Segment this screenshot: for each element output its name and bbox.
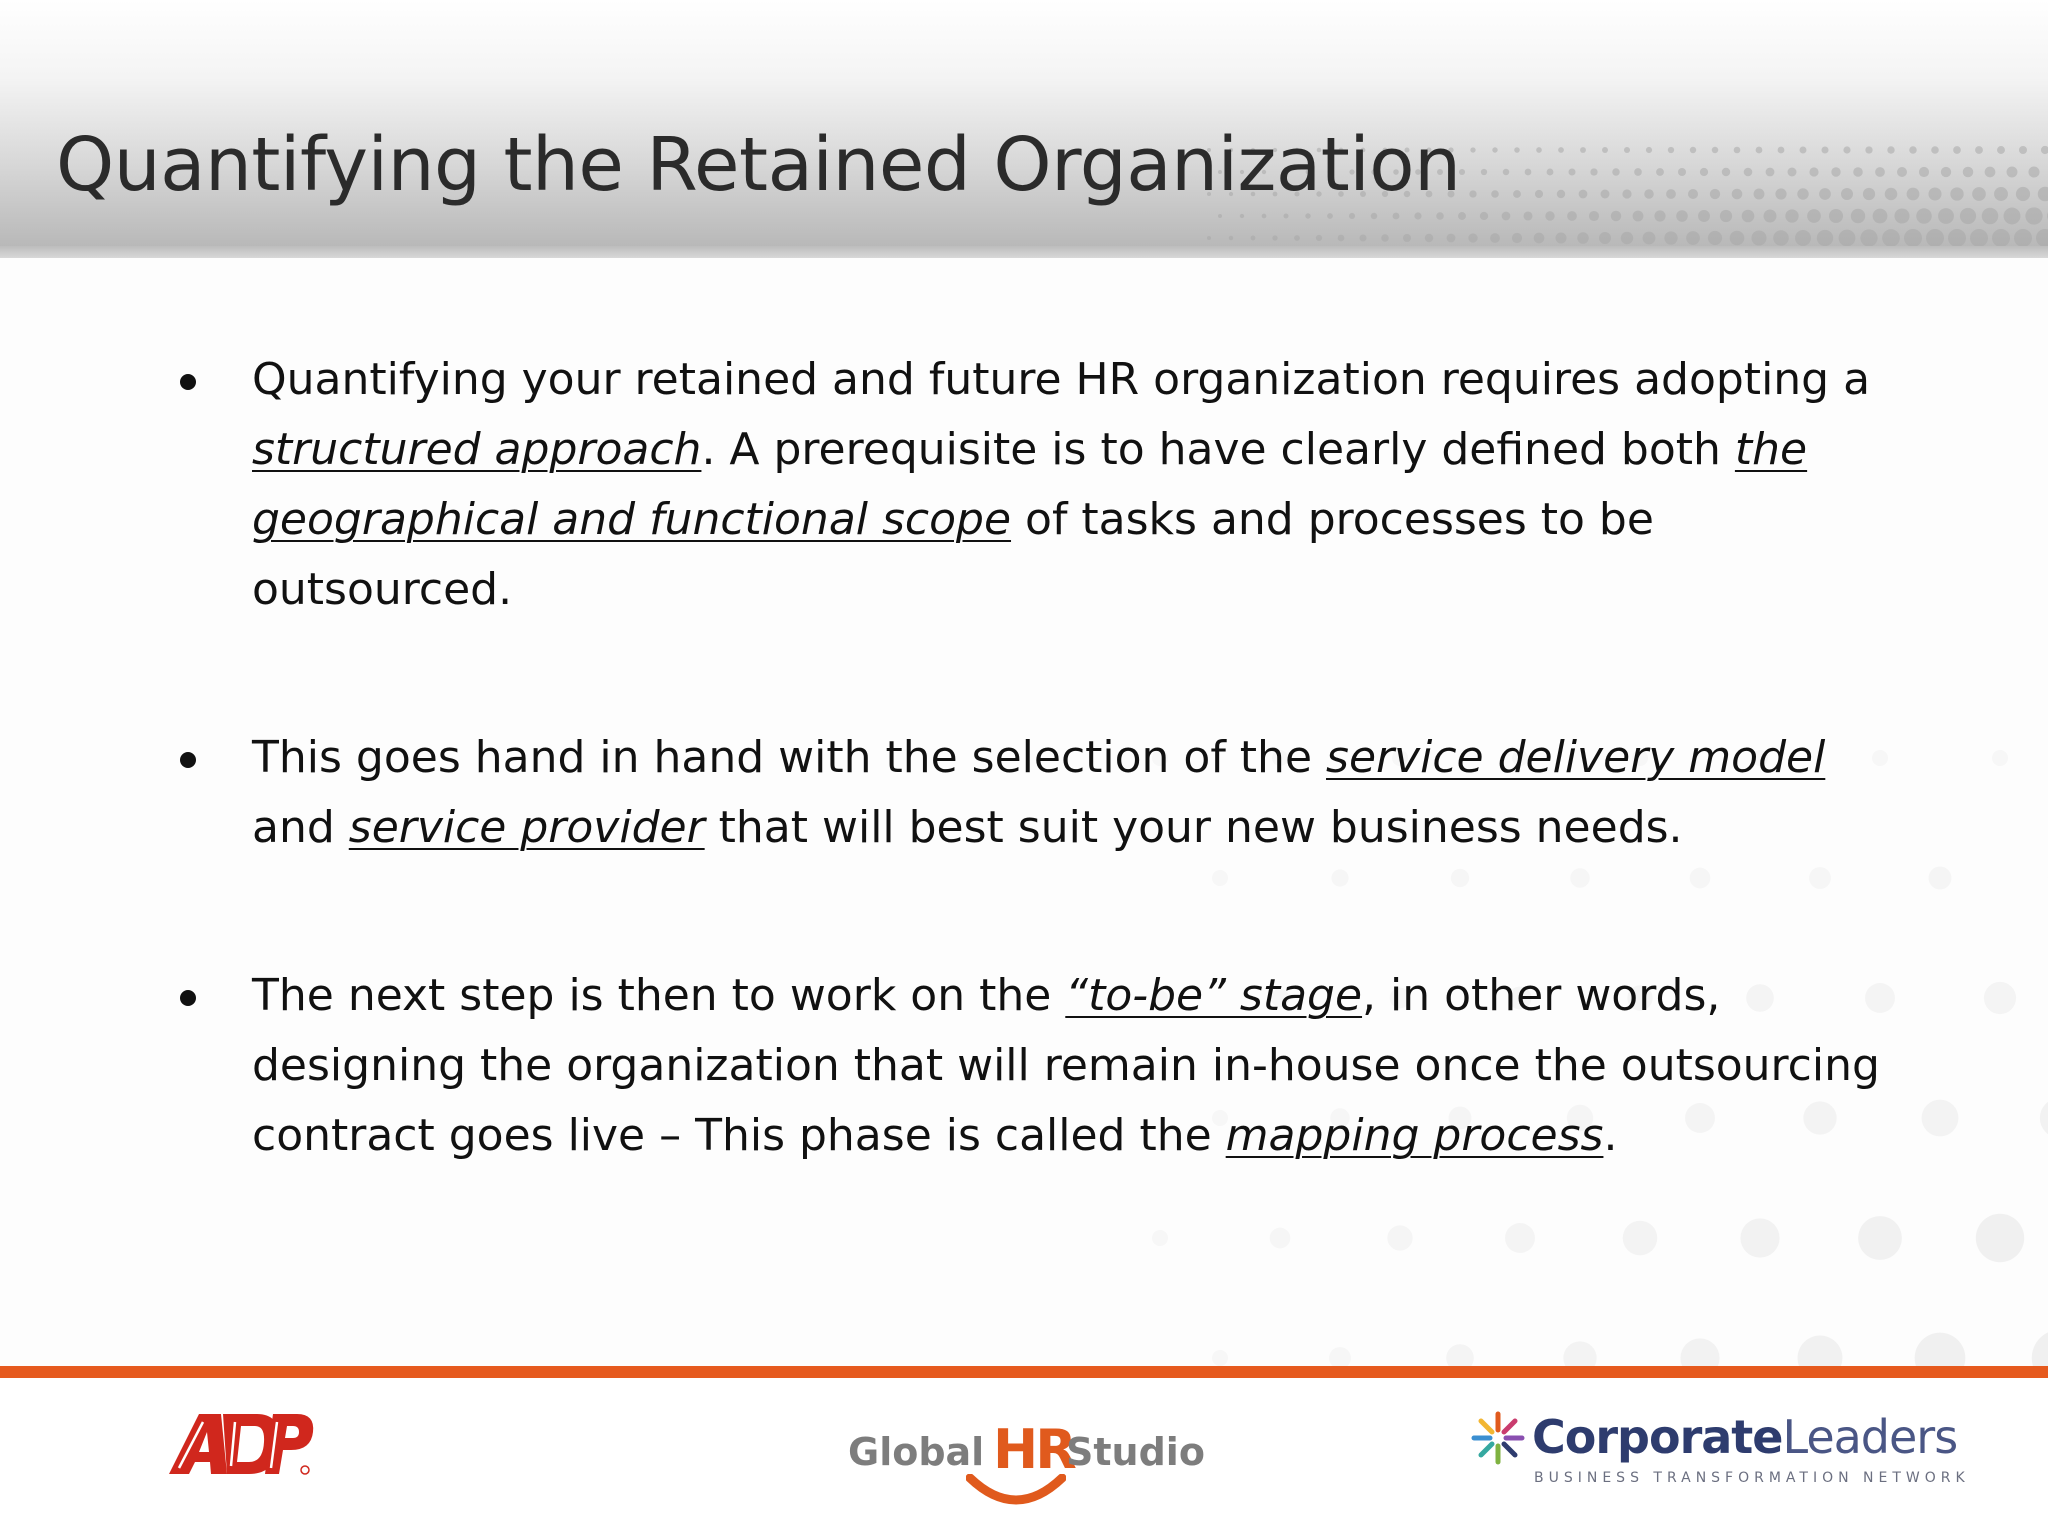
emphasized-term: service provider bbox=[348, 802, 705, 853]
bullet-marker bbox=[180, 752, 196, 768]
emphasized-term: service delivery model bbox=[1326, 732, 1826, 783]
adp-logo bbox=[165, 1408, 315, 1480]
footer-accent-rule bbox=[0, 1366, 2048, 1378]
bullet-item bbox=[170, 961, 1910, 1171]
logo-text-hr: HR bbox=[993, 1418, 1074, 1481]
smile-arc-icon bbox=[966, 1474, 1066, 1508]
bullet-list bbox=[170, 345, 1910, 1171]
corporate-leaders-name: CorporateLeaders bbox=[1532, 1410, 1958, 1464]
logo-text-global: Global bbox=[848, 1430, 985, 1474]
bullet-item bbox=[170, 345, 1910, 625]
emphasized-term: “to-be” stage bbox=[1065, 970, 1363, 1021]
bullet-text: This goes hand in hand with the selection of the service delivery model and service provider that will best suit your new business needs. bbox=[252, 732, 1826, 853]
bullet-marker bbox=[180, 374, 196, 390]
emphasized-term: the geographical and functional scope bbox=[252, 424, 1808, 545]
global-hr-studio-logo bbox=[848, 1418, 1205, 1498]
bullet-text: The next step is then to work on the “to-be” stage, in other words, designing the organization that will remain in-house once the outsourcing contract goes live – This phase is called the mapping process. bbox=[252, 970, 1880, 1161]
slide-header bbox=[0, 0, 2048, 258]
corporate-leaders-logo bbox=[1470, 1410, 1970, 1510]
emphasized-term: structured approach bbox=[252, 424, 702, 475]
header-divider bbox=[0, 246, 2048, 258]
bullet-text: Quantifying your retained and future HR organization requires adopting a structured approach. A prerequisite is to have clearly defined both the geographical and functional scope of tasks and processes to be outsourced. bbox=[252, 354, 1871, 615]
slide-title: Quantifying the Retained Organization bbox=[56, 122, 1461, 208]
emphasized-term: mapping process bbox=[1225, 1110, 1604, 1161]
bullet-item bbox=[170, 723, 1910, 863]
corporate-leaders-tagline: BUSINESS TRANSFORMATION NETWORK bbox=[1534, 1470, 1970, 1486]
starburst-icon bbox=[1470, 1410, 1526, 1466]
bullet-marker bbox=[180, 990, 196, 1006]
logo-text-studio: Studio bbox=[1066, 1430, 1205, 1474]
